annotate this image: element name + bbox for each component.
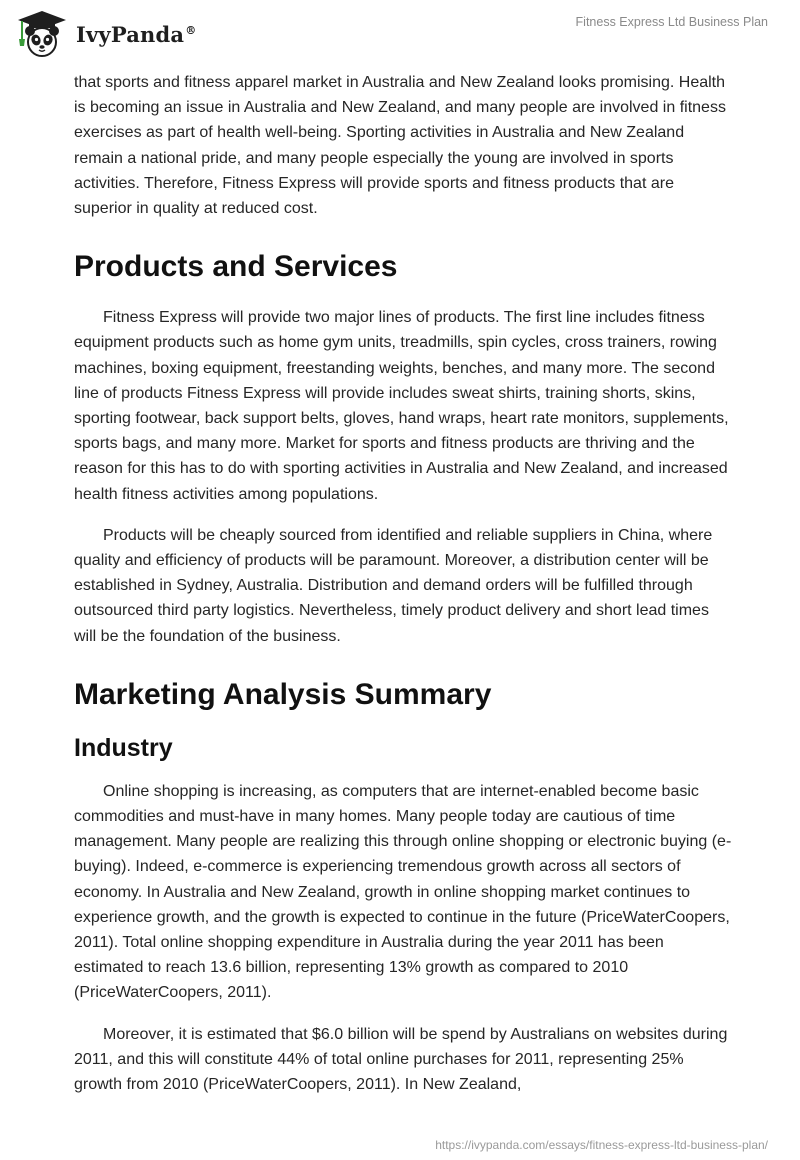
marketing-heading: Marketing Analysis Summary: [74, 677, 492, 711]
industry-paragraph-1: Online shopping is increasing, as computers that are internet-enabled become basic commodities and must-have in many homes. Many people today are cautious of time management. Many people are realizing this through online shopping or electronic buying (e-buying). Indeed, e-commerce is experiencing tremendous growth across all sectors of economy. In Australia and New Zealand, growth in online shopping market continues to experience growth, and the growth is expected to continue in the future (PriceWaterCoopers, 2011). Total online shopping expenditure in Australia during the year 2011 has been estimated to reach 13.6 billion, representing 13% growth as compared to 2010 (PriceWaterCoopers, 2011).: [74, 782, 732, 1002]
document-title: Fitness Express Ltd Business Plan: [575, 15, 768, 29]
industry-heading: Industry: [74, 733, 173, 762]
ivypanda-logo[interactable]: [14, 9, 196, 59]
industry-paragraph-2: Moreover, it is estimated that $6.0 billion will be spend by Australians on websites during 2011, and this will constitute 44% of total online purchases for 2011, representing 25% growth from 2010 (PriceWaterCoopers, 2011). In New Zealand,: [74, 1025, 728, 1094]
essay-content: [74, 70, 734, 1113]
page-header: [0, 0, 800, 70]
registered-mark: ®: [185, 23, 197, 37]
products-paragraph-1: Fitness Express will provide two major lines of products. The first line includes fitness equipment products such as home gym units, treadmills, spin cycles, cross trainers, rowing machines, boxing equipment, freestanding weights, benches, and many more. The second line of products Fitness Express will provide includes sweat shirts, training shorts, skins, sporting footwear, back support belts, gloves, hand wraps, heart rate monitors, supplements, sports bags, and many more. Market for sports and fitness products are thriving and the reason for this has to do with sporting activities in Australia and New Zealand, and increased health fitness activities among populations.: [74, 309, 729, 503]
logo-text: IvyPanda®: [76, 21, 197, 47]
products-paragraph-2: Products will be cheaply sourced from identified and reliable suppliers in China, where quality and efficiency of products will be paramount. Moreover, a distribution center will be established in Sydney, Australia. Distribution and demand orders will be fulfilled through outsourced third party logistics. Nevertheless, timely product delivery and short lead times will be the foundation of the business.: [74, 526, 713, 645]
panda-graduate-icon: [14, 9, 70, 59]
products-heading: Products and Services: [74, 250, 398, 284]
intro-paragraph: that sports and fitness apparel market in Australia and New Zealand looks promising. Health is becoming an issue in Australia and New Zealand, and many people are involved in fitness exercises as part of health well-being. Sporting activities in Australia and New Zealand remain a national pride, and many people especially the young are involved in sports activities. Therefore, Fitness Express will provide sports and fitness products that are superior in quality at reduced cost.: [74, 74, 726, 218]
source-url[interactable]: https://ivypanda.com/essays/fitness-express-ltd-business-plan/: [435, 1138, 768, 1152]
